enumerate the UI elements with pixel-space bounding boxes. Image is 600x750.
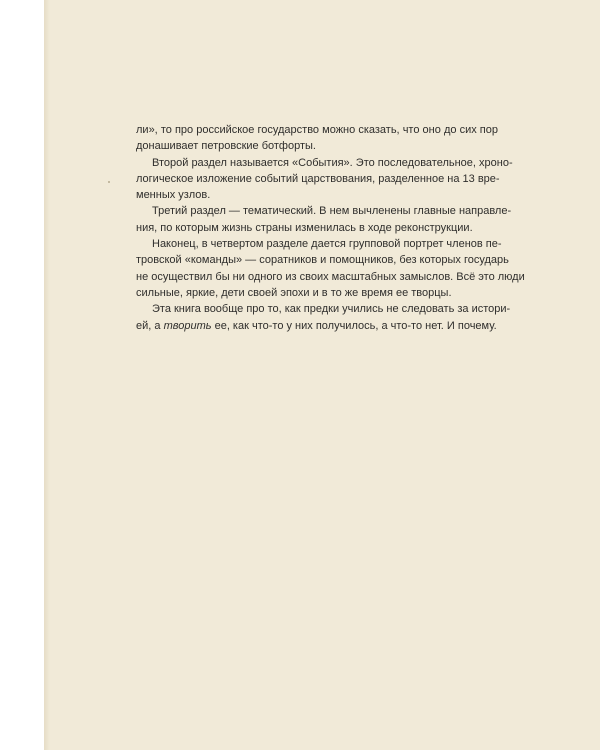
text-line: ния, по которым жизнь страны изменилась в ходе реконструкции. — [136, 221, 473, 234]
paragraph-4 — [136, 236, 525, 301]
text-segment: ей, а — [136, 319, 164, 332]
text-line-with-emphasis — [136, 318, 498, 334]
text-line: Третий раздел — тематический. В нем вычленены главные направле- — [152, 205, 512, 218]
text-segment: ее, как что-то у них получилось, а что-то нет. И почему. — [211, 319, 497, 332]
text-line: Эта книга вообще про то, как предки учились не следовать за истори- — [152, 303, 511, 316]
text-line: менных узлов. — [136, 189, 211, 202]
text-line: сильные, яркие, дети своей эпохи и в то же время ее творцы. — [136, 286, 452, 299]
text-line: логическое изложение событий царствования, разделенное на 13 вре- — [136, 172, 500, 185]
page-edge-shadow — [44, 0, 50, 750]
book-page — [44, 0, 600, 750]
text-line: донашивает петровские ботфорты. — [136, 140, 316, 153]
paragraph-5 — [136, 301, 511, 334]
text-line: Второй раздел называется «События». Это последовательное, хроно- — [152, 156, 513, 169]
text-line: не осуществил бы ни одного из своих масштабных замыслов. Всё это люди — [136, 270, 525, 283]
paragraph-3 — [136, 203, 512, 236]
text-line: Наконец, в четвертом разделе дается групповой портрет членов пе- — [152, 238, 502, 251]
text-line: тровской «команды» — соратников и помощников, без которых государь — [136, 254, 509, 267]
paragraph-2 — [136, 155, 513, 204]
text-line: ли», то про российское государство можно сказать, что оно до сих пор — [136, 124, 498, 136]
emphasized-word: творить — [163, 319, 212, 332]
body-text — [136, 122, 525, 334]
paragraph-1 — [136, 122, 498, 155]
paper-speck — [108, 181, 110, 183]
